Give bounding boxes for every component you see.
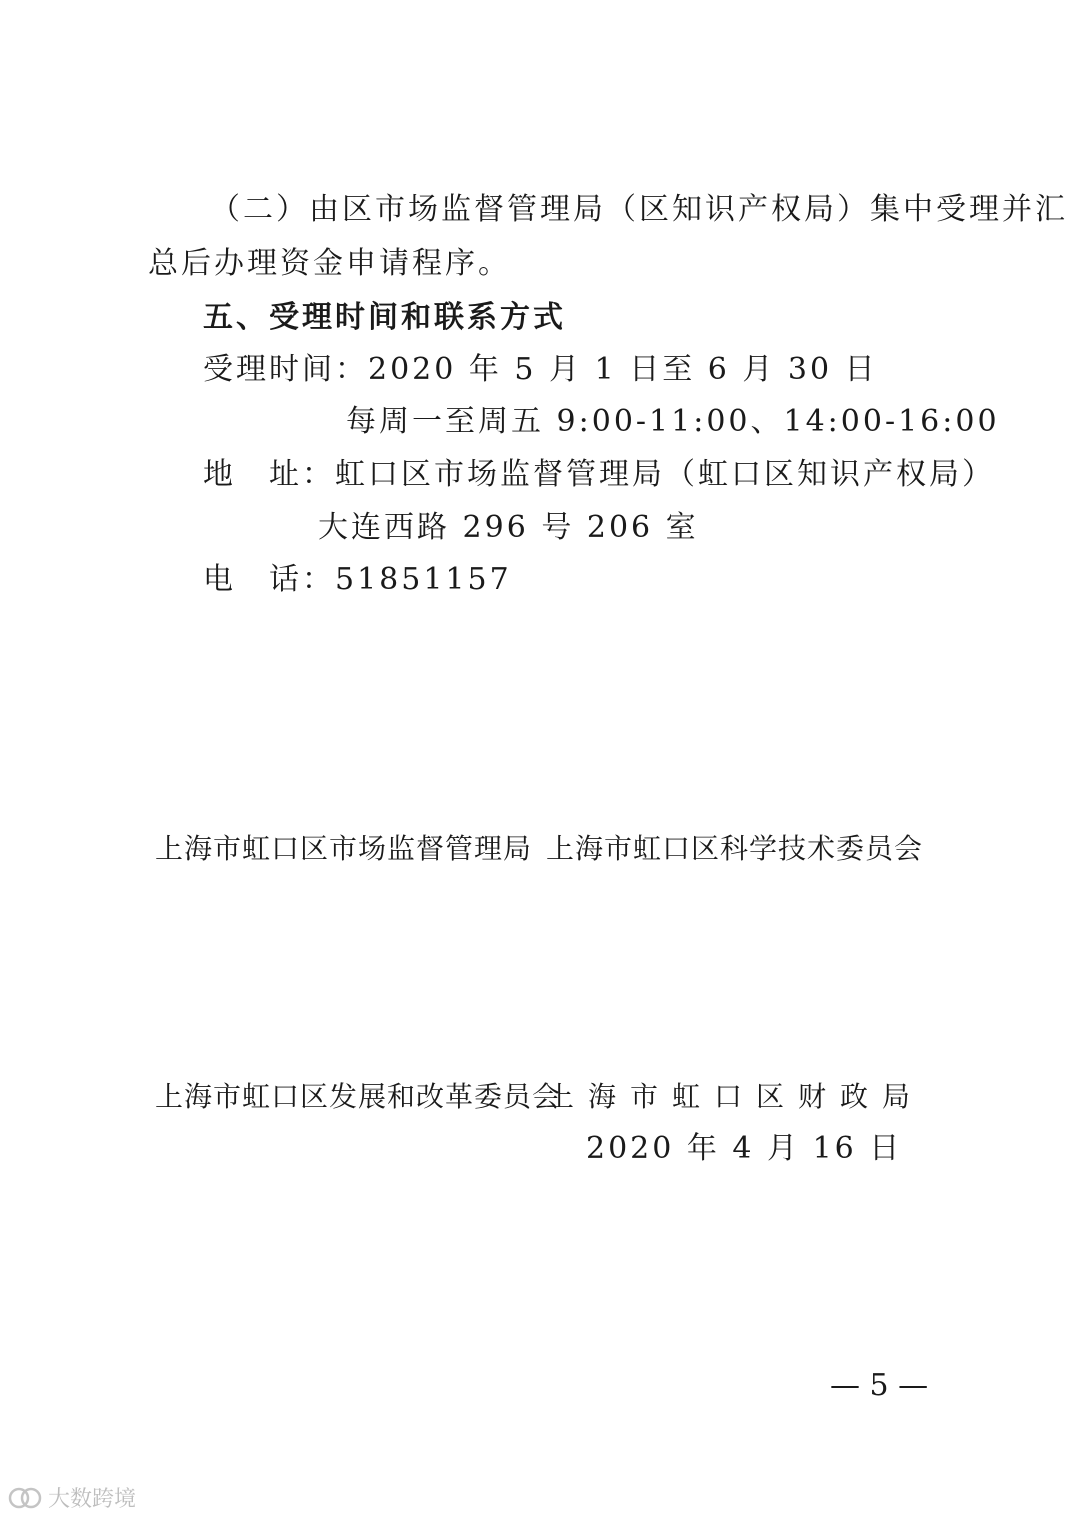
time-value: 2020 年 5 月 1 日至 6 月 30 日 [368, 352, 878, 387]
signatory-market-supervision: 上海市虹口区市场监督管理局 [155, 832, 533, 865]
watermark [8, 1482, 136, 1513]
page-number: — 5 — [830, 1368, 929, 1403]
address-line-2: 大连西路 296 号 206 室 [318, 510, 699, 545]
time-row [203, 350, 878, 390]
issue-date: 2020 年 4 月 16 日 [586, 1131, 903, 1166]
signatory-development-reform: 上海市虹口区发展和改革委员会 [155, 1080, 562, 1113]
phone-value: 51851157 [335, 562, 512, 597]
section-five-heading: 五、受理时间和联系方式 [203, 300, 566, 335]
phone-row [203, 560, 512, 600]
time-hours: 每周一至周五 9:00-11:00、14:00-16:00 [346, 404, 1000, 439]
phone-label: 电 话： [203, 562, 335, 597]
watermark-text: 大数跨境 [48, 1487, 137, 1512]
chat-bubble-logo-icon [8, 1487, 42, 1509]
section-two-line-2: 总后办理资金申请程序。 [148, 246, 511, 281]
address-label: 地 址： [203, 457, 335, 492]
signatory-science-tech: 上海市虹口区科学技术委员会 [546, 832, 924, 865]
time-label: 受理时间： [203, 352, 368, 387]
section-two-line-1: （二）由区市场监督管理局（区知识产权局）集中受理并汇 [210, 192, 1068, 227]
signatory-finance: 上海市虹口区财政局 [546, 1080, 925, 1113]
address-value: 虹口区市场监督管理局（虹口区知识产权局） [335, 457, 995, 492]
address-row [203, 455, 995, 495]
